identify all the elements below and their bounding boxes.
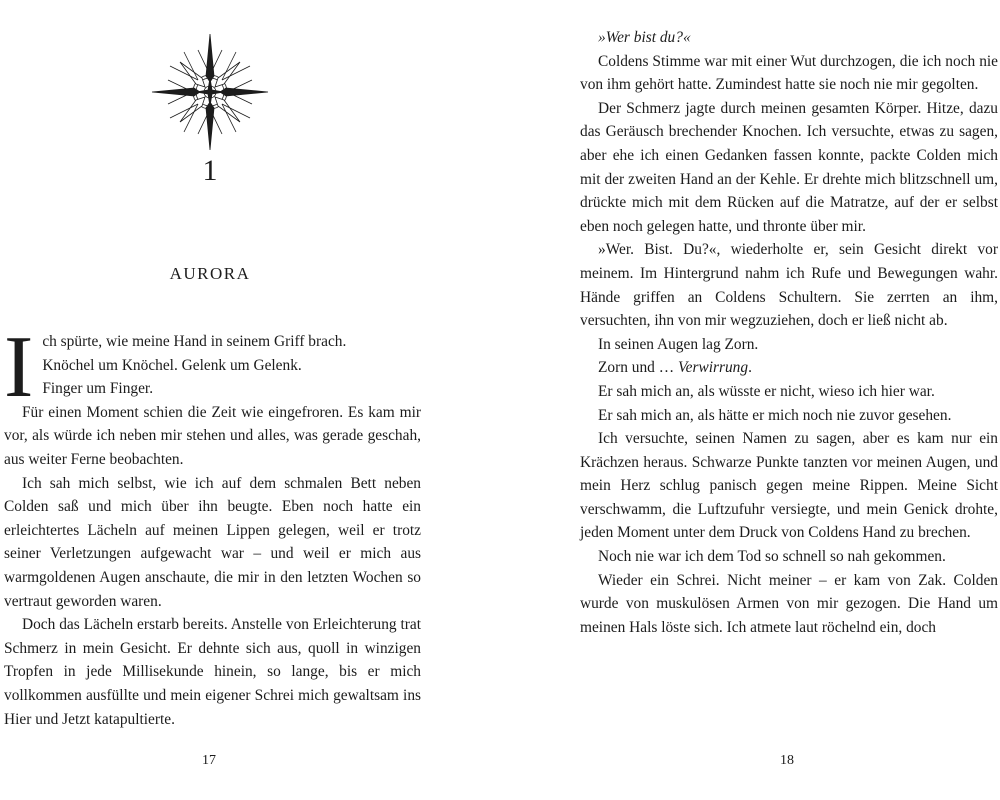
paragraph: Der Schmerz jagte durch meinen gesamten Körper. Hitze, dazu das Geräusch brechender Knochen. Ich versuchte, etwas zu sagen, aber ehe ich einen Gedanken fassen konnte, packte Colden mich mit der zweiten Hand an der Kehle. Er drehte mich blitzschnell um, drückte mich mit dem Rücken auf die Matratze, auf der er selbst eben noch gelegen hatte, und thronte über mir. <box>580 99 998 235</box>
paragraph: Wieder ein Schrei. Nicht meiner – er kam von Zak. Colden wurde von muskulösen Armen von mir gezogen. Die Hand um meinen Hals löste sich. Ich atmete laut röchelnd ein, doch <box>580 571 998 636</box>
page-number: 18 <box>780 753 794 768</box>
right-page <box>500 0 1000 800</box>
page-number: 17 <box>202 753 216 768</box>
paragraph: Er sah mich an, als hätte er mich noch nie zuvor gesehen. <box>598 406 952 424</box>
chapter-number: 1 <box>202 154 218 187</box>
paragraph: Für einen Moment schien die Zeit wie eingefroren. Es kam mir vor, als würde ich neben mir stehen und alles, was gerade geschah, aus weiter Ferne beobachten. <box>4 403 421 468</box>
left-page-text <box>4 319 421 731</box>
paragraph: Doch das Lächeln erstarb bereits. Anstelle von Erleichterung trat Schmerz in mein Gesicht. Er dehnte sich aus, quoll in winzigen Tropfen in jede Millisekunde hinein, so lange, bis er mich vollkommen ausfüllte und mein eigener Schrei mich gewaltsam ins Hier und Jetzt katapultierte. <box>4 616 421 728</box>
paragraph: Coldens Stimme war mit einer Wut durchzogen, die ich noch nie von ihm gehört hatte. Zumindest hatte sie noch nie mir gegolten. <box>580 52 998 94</box>
paragraph <box>580 26 998 50</box>
compass-rose-icon <box>150 32 270 152</box>
chapter-title: AURORA <box>169 264 251 283</box>
opening-line: ch spürte, wie meine Hand in seinem Griff brach. <box>42 333 347 350</box>
italic-dialogue: »Wer bist du?« <box>598 29 691 46</box>
opening-line: Knöchel um Knöchel. Gelenk um Gelenk. <box>42 356 302 374</box>
paragraph: In seinen Augen lag Zorn. <box>598 335 759 353</box>
text-run: . <box>748 359 752 377</box>
right-page-text <box>580 26 998 639</box>
paragraph: Er sah mich an, als wüsste er nicht, wieso ich hier war. <box>598 382 935 400</box>
paragraph <box>580 356 998 380</box>
paragraph: Ich sah mich selbst, wie ich auf dem schmalen Bett neben Colden saß und mich über ihn beugte. Eben noch hatte ein erleichtertes Lächeln auf meinen Lippen gelegen, weil er trotz seiner Verletzungen aufgewacht war – und weil er mich aus warmgoldenen Augen anschaute, die mir in den letzten Wochen so vertraut geworden waren. <box>4 474 421 610</box>
opening-line: Finger um Finger. <box>42 380 154 398</box>
paragraph: Ich versuchte, seinen Namen zu sagen, aber es kam nur ein Krächzen heraus. Schwarze Punkte tanzten vor meinen Augen, und mein Herz schlug panisch gegen meine Rippen. Meine Sicht verschwamm, die Luftzufuhr versiegte, und mein Genick drohte, jeden Moment unter dem Druck von Coldens Hand zu brechen. <box>580 430 998 542</box>
text-run: Zorn und … <box>598 359 678 377</box>
paragraph: »Wer. Bist. Du?«, wiederholte er, sein Gesicht direkt vor meinem. Im Hintergrund nahm ich Rufe und Bewegungen wahr. Hände griffen an Coldens Schultern. Sie zerrten an ihm, versuchten, ihn von mir wegzuziehen, doch er ließ nicht ab. <box>580 241 998 330</box>
drop-cap: I <box>4 319 34 416</box>
paragraph: Noch nie war ich dem Tod so schnell so nah gekommen. <box>598 548 946 566</box>
italic-word: Verwirrung <box>677 359 749 377</box>
